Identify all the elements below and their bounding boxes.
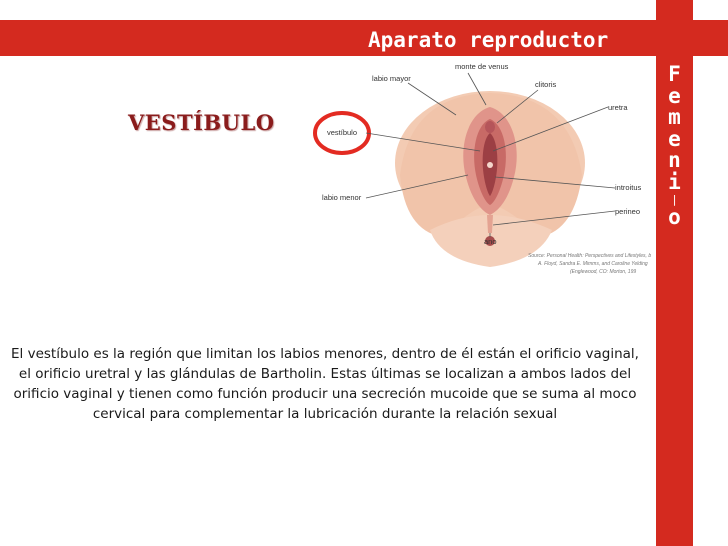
label-uretra: uretra xyxy=(608,103,628,112)
vertical-word xyxy=(656,64,693,229)
vertical-letter: m xyxy=(668,105,681,129)
label-clitoris: clitoris xyxy=(535,80,557,89)
label-vestibulo: vestíbulo xyxy=(327,128,358,137)
header-title: Aparato reproductor xyxy=(368,28,609,52)
label-introitus: introitus xyxy=(615,183,642,192)
label-perineo: perineo xyxy=(615,207,641,216)
body-paragraph: El vestíbulo es la región que limitan los labios menores, dentro de él están el orificio vaginal, el orificio uretral y las glándulas de Bartholin. Estas últimas se localizan a ambos lados del orificio vaginal y tienen como función producir una secreción mucoide que se suma al moco cervical para complementar la lubricación durante la relación sexual xyxy=(11,346,639,422)
anatomy-diagram xyxy=(290,55,655,295)
label-labio-menor: labio menor xyxy=(322,193,362,202)
source-note-line: A. Floyd, Sandra E. Mimms, and Caroline Yelding xyxy=(538,261,648,267)
source-note-line: Source: Personal Health: Perspectives and Lifestyles, b xyxy=(528,253,652,259)
vertical-letter: e xyxy=(668,126,681,151)
header-bar xyxy=(0,20,728,56)
source-note-line: (Englewood, CO: Morton, 199 xyxy=(570,269,637,275)
label-monte-de-venus: monte de venus xyxy=(455,62,509,71)
vertical-letter: n xyxy=(668,148,681,172)
label-ano: ano xyxy=(484,237,497,246)
vertical-letter: i xyxy=(668,169,681,194)
vertical-letter: o xyxy=(668,205,681,229)
vertical-letter: e xyxy=(668,83,681,108)
vertical-letter: F xyxy=(668,62,681,86)
label-labio-mayor: labio mayor xyxy=(372,74,411,83)
vertical-letter: | xyxy=(671,193,678,206)
slide-heading: VESTÍBULO xyxy=(128,110,275,135)
